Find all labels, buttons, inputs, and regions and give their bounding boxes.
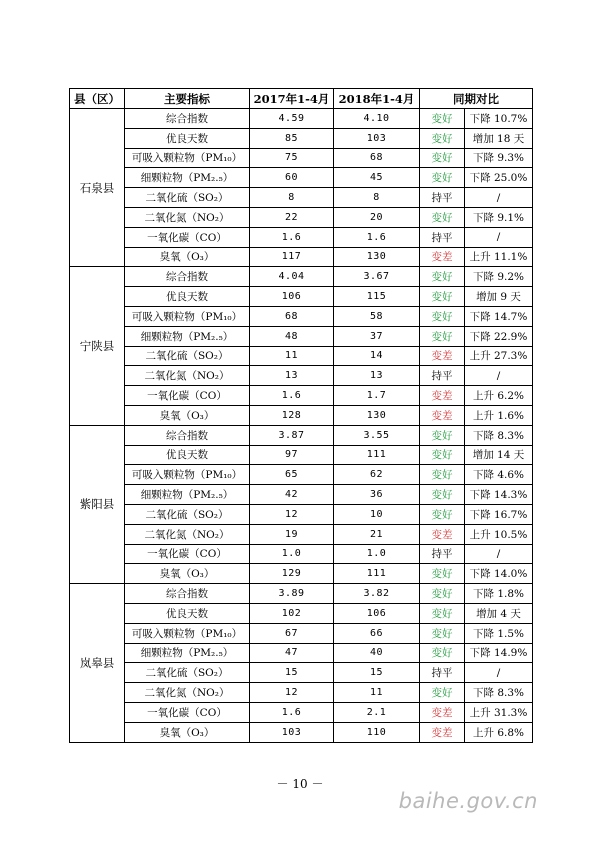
value-2017-cell: 1.6 <box>250 227 334 247</box>
change-cell: 下降 14.3% <box>465 485 533 505</box>
change-cell: 上升 6.8% <box>465 722 533 742</box>
table-row <box>70 445 533 465</box>
value-2018-cell: 62 <box>334 465 420 485</box>
indicator-cell: 二氧化氮（NO₂） <box>125 683 250 703</box>
value-2017-cell: 106 <box>250 287 334 307</box>
indicator-cell: 综合指数 <box>125 425 250 445</box>
change-cell: 下降 14.9% <box>465 643 533 663</box>
value-2017-cell: 68 <box>250 306 334 326</box>
indicator-cell: 二氧化硫（SO₂） <box>125 346 250 366</box>
value-2018-cell: 58 <box>334 306 420 326</box>
trend-cell: 变差 <box>420 405 465 425</box>
trend-cell: 持平 <box>420 544 465 564</box>
table-row <box>70 207 533 227</box>
value-2017-cell: 60 <box>250 168 334 188</box>
change-cell: 增加 4 天 <box>465 603 533 623</box>
trend-cell: 变差 <box>420 524 465 544</box>
table-row <box>70 128 533 148</box>
indicator-cell: 综合指数 <box>125 584 250 604</box>
table-row <box>70 683 533 703</box>
table-row <box>70 306 533 326</box>
value-2017-cell: 19 <box>250 524 334 544</box>
change-cell: 增加 14 天 <box>465 445 533 465</box>
value-2017-cell: 15 <box>250 663 334 683</box>
table-row <box>70 386 533 406</box>
trend-cell: 变好 <box>420 683 465 703</box>
indicator-cell: 一氧化碳（CO） <box>125 544 250 564</box>
trend-cell: 变好 <box>420 326 465 346</box>
indicator-cell: 优良天数 <box>125 603 250 623</box>
trend-cell: 变好 <box>420 267 465 287</box>
table-row <box>70 603 533 623</box>
value-2018-cell: 36 <box>334 485 420 505</box>
trend-cell: 变差 <box>420 722 465 742</box>
indicator-cell: 二氧化氮（NO₂） <box>125 366 250 386</box>
trend-cell: 持平 <box>420 188 465 208</box>
value-2018-cell: 15 <box>334 663 420 683</box>
trend-cell: 变差 <box>420 346 465 366</box>
change-cell: / <box>465 544 533 564</box>
col-header-comparison: 同期对比 <box>420 89 533 109</box>
table-row <box>70 485 533 505</box>
value-2018-cell: 13 <box>334 366 420 386</box>
value-2018-cell: 115 <box>334 287 420 307</box>
change-cell: 下降 14.7% <box>465 306 533 326</box>
indicator-cell: 可吸入颗粒物（PM₁₀） <box>125 465 250 485</box>
value-2018-cell: 66 <box>334 623 420 643</box>
indicator-cell: 优良天数 <box>125 287 250 307</box>
value-2017-cell: 12 <box>250 683 334 703</box>
indicator-cell: 一氧化碳（CO） <box>125 386 250 406</box>
trend-cell: 变好 <box>420 584 465 604</box>
value-2018-cell: 37 <box>334 326 420 346</box>
value-2017-cell: 128 <box>250 405 334 425</box>
table-row <box>70 643 533 663</box>
indicator-cell: 可吸入颗粒物（PM₁₀） <box>125 306 250 326</box>
table-row <box>70 584 533 604</box>
value-2018-cell: 4.10 <box>334 109 420 129</box>
indicator-cell: 优良天数 <box>125 445 250 465</box>
trend-cell: 变好 <box>420 128 465 148</box>
col-header-county: 县（区） <box>70 89 125 109</box>
change-cell: / <box>465 366 533 386</box>
value-2018-cell: 1.6 <box>334 227 420 247</box>
table-row <box>70 663 533 683</box>
indicator-cell: 一氧化碳（CO） <box>125 227 250 247</box>
table-row <box>70 366 533 386</box>
change-cell: / <box>465 663 533 683</box>
value-2018-cell: 111 <box>334 445 420 465</box>
value-2018-cell: 20 <box>334 207 420 227</box>
value-2018-cell: 3.67 <box>334 267 420 287</box>
trend-cell: 变好 <box>420 425 465 445</box>
value-2018-cell: 1.0 <box>334 544 420 564</box>
value-2017-cell: 75 <box>250 148 334 168</box>
value-2017-cell: 3.89 <box>250 584 334 604</box>
change-cell: 下降 1.5% <box>465 623 533 643</box>
value-2017-cell: 13 <box>250 366 334 386</box>
value-2018-cell: 14 <box>334 346 420 366</box>
change-cell: 上升 31.3% <box>465 702 533 722</box>
indicator-cell: 综合指数 <box>125 267 250 287</box>
change-cell: 上升 6.2% <box>465 386 533 406</box>
value-2017-cell: 102 <box>250 603 334 623</box>
value-2018-cell: 2.1 <box>334 702 420 722</box>
site-watermark: baihe.gov.cn <box>398 789 538 813</box>
indicator-cell: 一氧化碳（CO） <box>125 702 250 722</box>
indicator-cell: 臭氧（O₃） <box>125 564 250 584</box>
county-cell: 紫阳县 <box>70 425 125 583</box>
trend-cell: 变差 <box>420 386 465 406</box>
value-2017-cell: 47 <box>250 643 334 663</box>
trend-cell: 变好 <box>420 168 465 188</box>
indicator-cell: 臭氧（O₃） <box>125 405 250 425</box>
value-2018-cell: 40 <box>334 643 420 663</box>
trend-cell: 变好 <box>420 623 465 643</box>
change-cell: 上升 1.6% <box>465 405 533 425</box>
change-cell: 增加 9 天 <box>465 287 533 307</box>
table-row <box>70 623 533 643</box>
value-2018-cell: 130 <box>334 405 420 425</box>
trend-cell: 变好 <box>420 485 465 505</box>
table-header-row <box>70 89 533 109</box>
value-2017-cell: 11 <box>250 346 334 366</box>
indicator-cell: 细颗粒物（PM₂.₅） <box>125 643 250 663</box>
indicator-cell: 臭氧（O₃） <box>125 247 250 267</box>
value-2018-cell: 68 <box>334 148 420 168</box>
table-row <box>70 109 533 129</box>
value-2017-cell: 117 <box>250 247 334 267</box>
change-cell: 下降 8.3% <box>465 425 533 445</box>
value-2017-cell: 65 <box>250 465 334 485</box>
trend-cell: 持平 <box>420 366 465 386</box>
table-row <box>70 564 533 584</box>
change-cell: 上升 27.3% <box>465 346 533 366</box>
indicator-cell: 细颗粒物（PM₂.₅） <box>125 168 250 188</box>
change-cell: 下降 9.3% <box>465 148 533 168</box>
change-cell: 下降 9.1% <box>465 207 533 227</box>
trend-cell: 持平 <box>420 663 465 683</box>
table-row <box>70 722 533 742</box>
change-cell: 下降 4.6% <box>465 465 533 485</box>
county-cell: 岚皋县 <box>70 584 125 742</box>
value-2017-cell: 3.87 <box>250 425 334 445</box>
table-row <box>70 405 533 425</box>
indicator-cell: 二氧化氮（NO₂） <box>125 207 250 227</box>
change-cell: 下降 8.3% <box>465 683 533 703</box>
change-cell: 下降 16.7% <box>465 504 533 524</box>
trend-cell: 变好 <box>420 643 465 663</box>
indicator-cell: 细颗粒物（PM₂.₅） <box>125 326 250 346</box>
table-row <box>70 287 533 307</box>
change-cell: 下降 1.8% <box>465 584 533 604</box>
change-cell: 上升 11.1% <box>465 247 533 267</box>
table-row <box>70 247 533 267</box>
value-2017-cell: 4.04 <box>250 267 334 287</box>
value-2018-cell: 103 <box>334 128 420 148</box>
table-row <box>70 346 533 366</box>
indicator-cell: 细颗粒物（PM₂.₅） <box>125 485 250 505</box>
indicator-cell: 二氧化氮（NO₂） <box>125 524 250 544</box>
change-cell: 上升 10.5% <box>465 524 533 544</box>
value-2018-cell: 110 <box>334 722 420 742</box>
county-cell: 宁陕县 <box>70 267 125 425</box>
value-2018-cell: 3.82 <box>334 584 420 604</box>
page-number: － 10 － <box>276 777 324 791</box>
col-header-indicator: 主要指标 <box>125 89 250 109</box>
indicator-cell: 臭氧（O₃） <box>125 722 250 742</box>
value-2018-cell: 130 <box>334 247 420 267</box>
air-quality-table <box>69 88 533 743</box>
indicator-cell: 二氧化硫（SO₂） <box>125 188 250 208</box>
change-cell: / <box>465 188 533 208</box>
table-body <box>70 109 533 743</box>
value-2018-cell: 21 <box>334 524 420 544</box>
table-row <box>70 326 533 346</box>
trend-cell: 变差 <box>420 247 465 267</box>
value-2017-cell: 48 <box>250 326 334 346</box>
value-2017-cell: 8 <box>250 188 334 208</box>
table-row <box>70 524 533 544</box>
trend-cell: 变好 <box>420 445 465 465</box>
table-row <box>70 148 533 168</box>
value-2017-cell: 1.6 <box>250 386 334 406</box>
value-2018-cell: 11 <box>334 683 420 703</box>
value-2017-cell: 12 <box>250 504 334 524</box>
table-row <box>70 702 533 722</box>
value-2018-cell: 106 <box>334 603 420 623</box>
trend-cell: 变好 <box>420 109 465 129</box>
value-2018-cell: 1.7 <box>334 386 420 406</box>
change-cell: 下降 25.0% <box>465 168 533 188</box>
change-cell: 下降 10.7% <box>465 109 533 129</box>
change-cell: / <box>465 227 533 247</box>
indicator-cell: 综合指数 <box>125 109 250 129</box>
change-cell: 下降 14.0% <box>465 564 533 584</box>
value-2017-cell: 1.0 <box>250 544 334 564</box>
trend-cell: 变好 <box>420 306 465 326</box>
trend-cell: 持平 <box>420 227 465 247</box>
indicator-cell: 可吸入颗粒物（PM₁₀） <box>125 148 250 168</box>
table-row <box>70 425 533 445</box>
table-row <box>70 504 533 524</box>
table-row <box>70 168 533 188</box>
value-2018-cell: 8 <box>334 188 420 208</box>
value-2017-cell: 1.6 <box>250 702 334 722</box>
county-cell: 石泉县 <box>70 109 125 267</box>
value-2018-cell: 111 <box>334 564 420 584</box>
indicator-cell: 二氧化硫（SO₂） <box>125 504 250 524</box>
value-2017-cell: 85 <box>250 128 334 148</box>
value-2017-cell: 22 <box>250 207 334 227</box>
value-2017-cell: 97 <box>250 445 334 465</box>
trend-cell: 变好 <box>420 465 465 485</box>
table-row <box>70 267 533 287</box>
change-cell: 下降 9.2% <box>465 267 533 287</box>
trend-cell: 变好 <box>420 148 465 168</box>
value-2017-cell: 42 <box>250 485 334 505</box>
table-row <box>70 227 533 247</box>
indicator-cell: 可吸入颗粒物（PM₁₀） <box>125 623 250 643</box>
col-header-2018: 2018年1-4月 <box>334 89 420 109</box>
trend-cell: 变好 <box>420 287 465 307</box>
change-cell: 增加 18 天 <box>465 128 533 148</box>
trend-cell: 变差 <box>420 702 465 722</box>
col-header-2017: 2017年1-4月 <box>250 89 334 109</box>
value-2018-cell: 3.55 <box>334 425 420 445</box>
value-2018-cell: 10 <box>334 504 420 524</box>
value-2017-cell: 129 <box>250 564 334 584</box>
value-2018-cell: 45 <box>334 168 420 188</box>
value-2017-cell: 67 <box>250 623 334 643</box>
trend-cell: 变好 <box>420 504 465 524</box>
value-2017-cell: 103 <box>250 722 334 742</box>
trend-cell: 变好 <box>420 603 465 623</box>
change-cell: 下降 22.9% <box>465 326 533 346</box>
value-2017-cell: 4.59 <box>250 109 334 129</box>
table-row <box>70 544 533 564</box>
trend-cell: 变好 <box>420 564 465 584</box>
indicator-cell: 优良天数 <box>125 128 250 148</box>
table-row <box>70 465 533 485</box>
table-row <box>70 188 533 208</box>
trend-cell: 变好 <box>420 207 465 227</box>
indicator-cell: 二氧化硫（SO₂） <box>125 663 250 683</box>
